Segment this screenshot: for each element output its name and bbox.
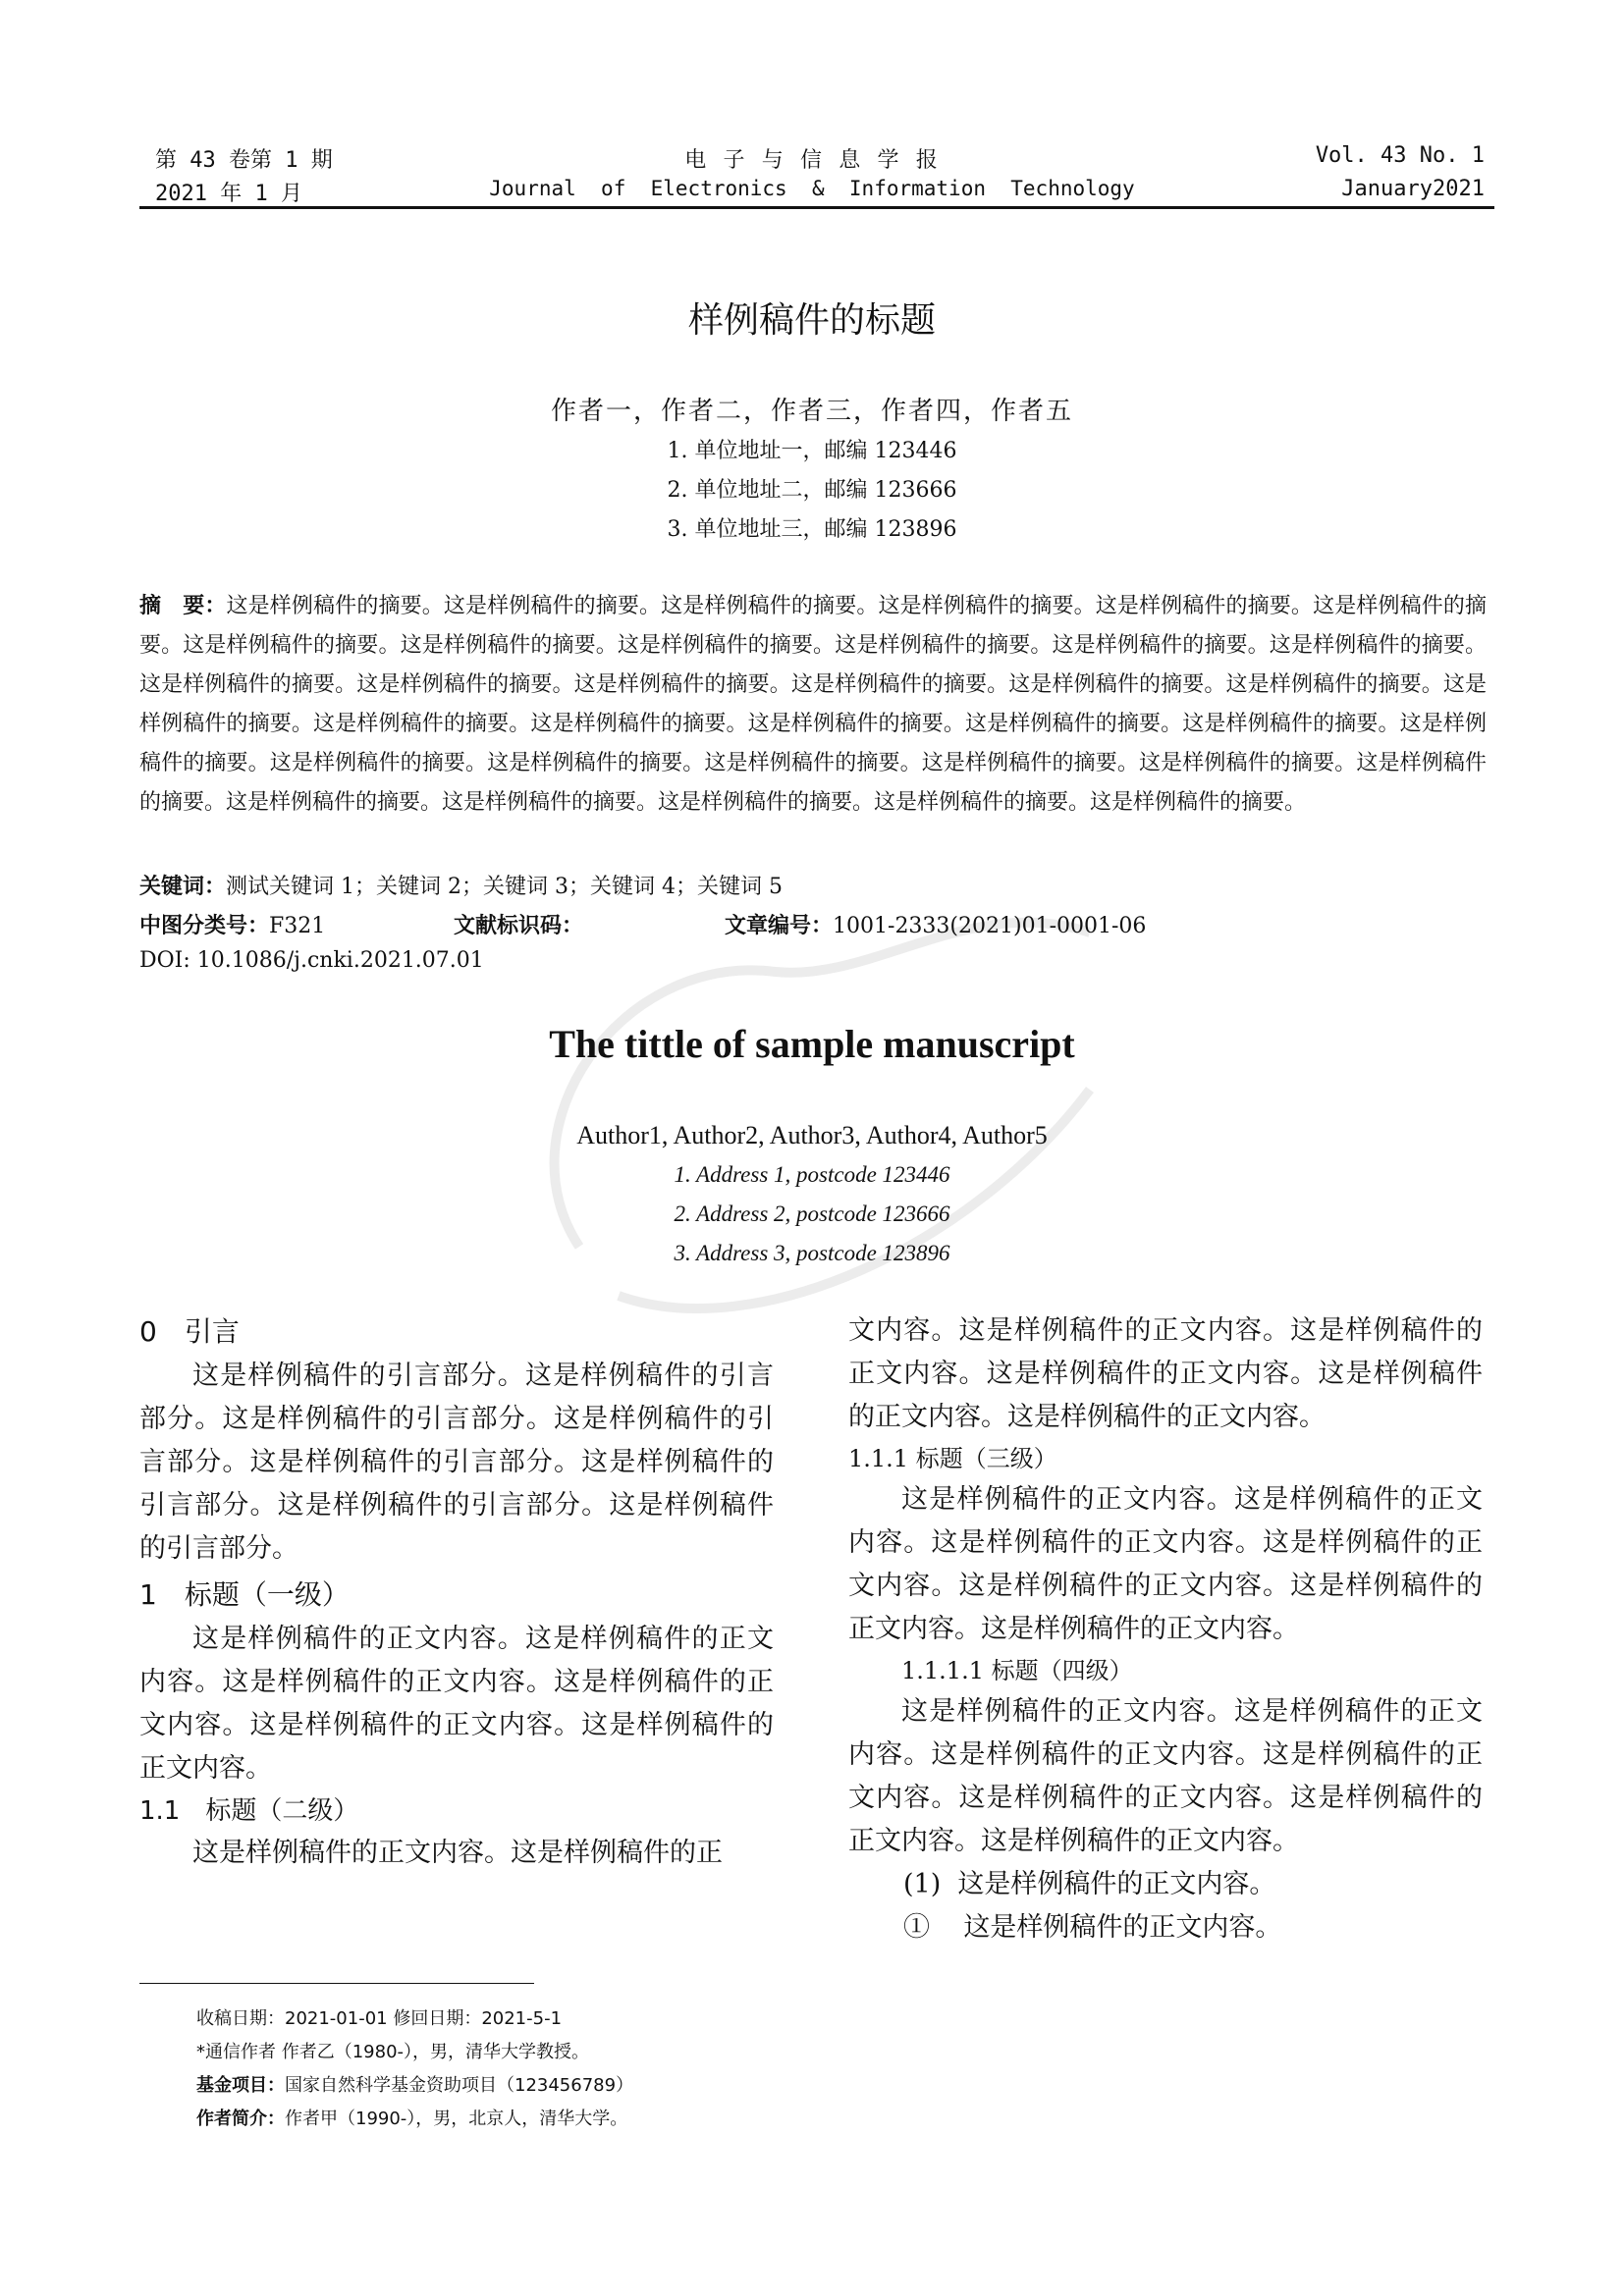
- introduction-paragraph: 这是样例稿件的引言部分。这是样例稿件的引言部分。这是样例稿件的引言部分。这是样例稿件的引言部分。这是样例稿件的引言部分。这是样例稿件的引言部分。这是样例稿件的引言部分。这是样例稿件的引言部分。: [139, 1361, 774, 1564]
- heading-level-3: 1.1.1 标题（三级）: [848, 1445, 1057, 1472]
- affiliation-en-1: 1. Address 1, postcode 123446: [674, 1162, 950, 1187]
- heading-level-4: 1.1.1.1 标题（四级）: [901, 1657, 1133, 1684]
- level-4-paragraph: 这是样例稿件的正文内容。这是样例稿件的正文内容。这是样例稿件的正文内容。这是样例稿件的正文内容。这是样例稿件的正文内容。这是样例稿件的正文内容。这是样例稿件的正文内容。: [848, 1696, 1483, 1856]
- header-date-en: January2021: [1341, 177, 1485, 201]
- doc-code-label: 文献标识码：: [454, 914, 584, 938]
- list-item-2: [848, 1906, 1483, 1949]
- body-right-column: [848, 1309, 1483, 1949]
- authors-en: Author1, Author2, Author3, Author4, Author5: [576, 1121, 1048, 1149]
- footnote-received: 收稿日期：2021-01-01 修回日期：2021-5-1: [196, 2008, 563, 2029]
- affiliation-en-3: 3. Address 3, postcode 123896: [674, 1241, 950, 1265]
- level-3-paragraph: 这是样例稿件的正文内容。这是样例稿件的正文内容。这是样例稿件的正文内容。这是样例稿件的正文内容。这是样例稿件的正文内容。这是样例稿件的正文内容。这是样例稿件的正文内容。: [848, 1484, 1483, 1644]
- bio-label: 作者简介：: [196, 2109, 285, 2129]
- abstract-cn: [139, 587, 1487, 823]
- affiliation-cn-2: 2. 单位地址二，邮编 123666: [667, 478, 957, 503]
- heading-level-2: 1.1 标题（二级）: [139, 1796, 359, 1826]
- article-number: [725, 909, 1146, 939]
- header-date-cn: 2021 年 1 月: [155, 182, 302, 206]
- article-no-label: 文章编号：: [725, 914, 834, 938]
- clc-value: F321: [269, 914, 326, 938]
- keywords-text: 测试关键词 1；关键词 2；关键词 3；关键词 4；关键词 5: [226, 875, 783, 899]
- abstract-label: 摘 要：: [139, 594, 227, 618]
- level-1-paragraph: 这是样例稿件的正文内容。这是样例稿件的正文内容。这是样例稿件的正文内容。这是样例稿件的正文内容。这是样例稿件的正文内容。这是样例稿件的正文内容。: [139, 1624, 774, 1784]
- keywords-cn: [139, 870, 783, 900]
- title-en: The tittle of sample manuscript: [549, 1022, 1075, 1066]
- bio-text: 作者甲（1990-），男，北京人，清华大学。: [285, 2109, 628, 2129]
- document-code: [454, 909, 583, 939]
- authors-cn: 作者一，作者二，作者三，作者四，作者五: [550, 397, 1073, 426]
- header-volume-en: Vol. 43 No. 1: [1315, 143, 1485, 168]
- fund-label: 基金项目：: [196, 2075, 285, 2096]
- footnote-fund: [196, 2071, 633, 2097]
- list-item-1: [848, 1863, 1483, 1906]
- abstract-text: 这是样例稿件的摘要。这是样例稿件的摘要。这是样例稿件的摘要。这是样例稿件的摘要。这是样例稿件的摘要。这是样例稿件的摘要。这是样例稿件的摘要。这是样例稿件的摘要。这是样例稿件的摘要。这是样例稿件的摘要。这是样例稿件的摘要。这是样例稿件的摘要。这是样例稿件的摘要。这是样例稿件的摘要。这是样例稿件的摘要。这是样例稿件的摘要。这是样例稿件的摘要。这是样例稿件的摘要。这是样例稿件的摘要。这是样例稿件的摘要。这是样例稿件的摘要。这是样例稿件的摘要。这是样例稿件的摘要。这是样例稿件的摘要。这是样例稿件的摘要。这是样例稿件的摘要。这是样例稿件的摘要。这是样例稿件的摘要。这是样例稿件的摘要。这是样例稿件的摘要。这是样例稿件的摘要。这是样例稿件的摘要。这是样例稿件的摘要。这是样例稿件的摘要。这是样例稿件的摘要。这是样例稿件的摘要。: [139, 594, 1487, 815]
- list-text-1: 这是样例稿件的正文内容。: [957, 1869, 1276, 1899]
- footnote-author-bio: [196, 2105, 627, 2130]
- fund-text: 国家自然科学基金资助项目（123456789）: [285, 2075, 634, 2096]
- affiliation-cn-1: 1. 单位地址一，邮编 123446: [667, 439, 957, 463]
- list-marker-1: (1): [903, 1869, 942, 1899]
- header-journal-cn: 电 子 与 信 息 学 报: [684, 148, 940, 173]
- affiliation-cn-3: 3. 单位地址三，邮编 123896: [667, 517, 957, 542]
- clc-label: 中图分类号：: [139, 914, 270, 938]
- footnote-corresponding: *通信作者 作者乙（1980-），男，清华大学教授。: [196, 2042, 590, 2062]
- footnote-rule: [139, 1983, 534, 1984]
- heading-introduction: 0 引言: [139, 1315, 240, 1348]
- affiliation-en-2: 2. Address 2, postcode 123666: [674, 1201, 950, 1226]
- body-left-column: [139, 1309, 774, 1875]
- continued-paragraph: 文内容。这是样例稿件的正文内容。这是样例稿件的正文内容。这是样例稿件的正文内容。这是样例稿件的正文内容。这是样例稿件的正文内容。: [848, 1315, 1483, 1432]
- clc-number: [139, 909, 325, 939]
- header-rule: [139, 206, 1494, 209]
- article-no-value: 1001-2333(2021)01-0001-06: [833, 914, 1147, 938]
- level-2-paragraph: 这是样例稿件的正文内容。这是样例稿件的正: [192, 1838, 723, 1868]
- title-cn: 样例稿件的标题: [687, 300, 936, 341]
- heading-level-1: 1 标题（一级）: [139, 1578, 350, 1611]
- list-marker-2: ①: [903, 1912, 930, 1943]
- list-text-2: 这是样例稿件的正文内容。: [963, 1912, 1282, 1943]
- doi: DOI: 10.1086/j.cnki.2021.07.01: [139, 948, 484, 973]
- header-journal-en: Journal of Electronics & Information Technology: [489, 177, 1135, 200]
- keywords-label: 关键词：: [139, 875, 227, 899]
- header-volume-cn: 第 43 卷第 1 期: [155, 148, 333, 173]
